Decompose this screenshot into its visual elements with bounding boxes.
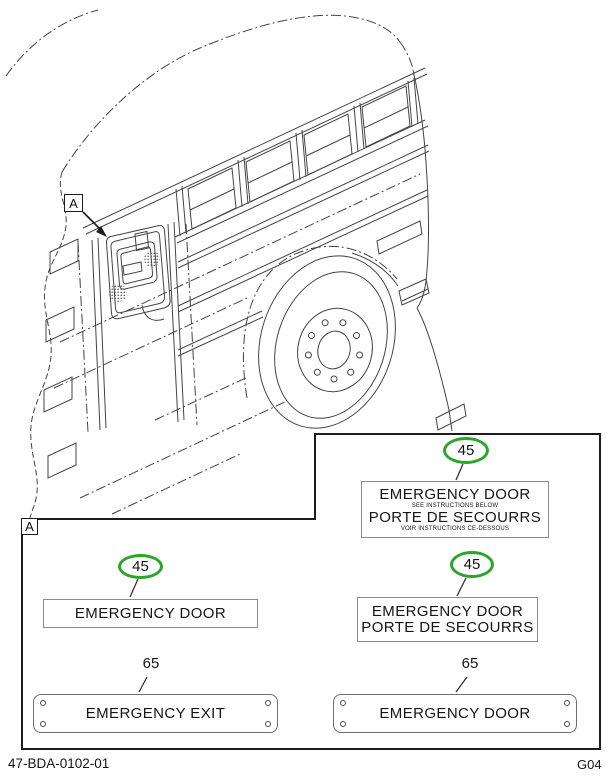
detail-panel-a: [21, 518, 38, 535]
window-sill: [175, 120, 428, 243]
item-ref-65-left: 65: [142, 655, 160, 672]
door-window-slider: [123, 262, 142, 275]
rim: [288, 300, 381, 400]
lug-hole: [357, 352, 363, 358]
footer-page-code: G04: [577, 757, 602, 772]
lug-hole: [309, 333, 315, 339]
plate-door-text: EMERGENCY DOOR: [379, 705, 531, 722]
window-pane-1: [188, 168, 236, 229]
lug-hole: [340, 320, 346, 326]
leader-left-65: [139, 677, 147, 692]
screw-hole: [40, 700, 46, 706]
leader-right-65: [456, 677, 467, 692]
screw-hole: [265, 700, 271, 706]
window-pane-2: [246, 141, 294, 202]
lug-hole: [314, 369, 320, 375]
plate-emergency-door: [333, 694, 577, 733]
detail-panel-a-label: A: [25, 519, 34, 534]
left-panels: [44, 239, 78, 478]
label-box-combo: [361, 481, 549, 538]
view-callout-a: [64, 194, 83, 212]
label-box-door-bilingual: [357, 597, 538, 642]
tire-outer: [237, 238, 417, 446]
item-callout-45-combo[interactable]: [443, 437, 489, 464]
door-decal-1: [144, 251, 160, 267]
view-callout-a-label: A: [69, 195, 78, 211]
item-callout-45-bilingual[interactable]: [450, 551, 494, 578]
fender-step: [399, 279, 429, 305]
rear-edge: [413, 70, 429, 308]
rear-wheel: [237, 238, 417, 446]
screw-hole: [564, 721, 570, 727]
lug-hole: [348, 369, 354, 375]
lug-hole: [331, 376, 337, 382]
roof-cut-line: [62, 15, 400, 172]
window-pane-3: [304, 114, 352, 175]
door-pillars: [92, 222, 184, 430]
leader-left-45: [130, 579, 138, 597]
door-en-title: EMERGENCY DOOR: [74, 604, 227, 622]
label-box-door-en: [43, 599, 258, 628]
door-decal-2: [109, 284, 127, 302]
combo-subtitle-fr: VOIR INSTRUCTIONS CE-DESSOUS: [400, 525, 510, 532]
combo-title-fr: PORTE DE SECOURRS: [368, 508, 542, 526]
item-callout-45-bilingual-number: 45: [463, 556, 481, 573]
screw-hole: [40, 721, 46, 727]
screw-hole: [340, 700, 346, 706]
tire-inner: [256, 257, 405, 433]
panel-behind-wheel: [377, 221, 422, 254]
hub: [314, 328, 355, 373]
item-callout-45-en-number: 45: [132, 558, 149, 575]
fender-lip: [352, 253, 398, 286]
screw-hole: [340, 721, 346, 727]
lug-hole: [354, 333, 360, 339]
lug-hole: [322, 320, 328, 326]
combo-subtitle-en: SEE INSTRUCTIONS BELOW: [411, 502, 499, 509]
pillar-hidden-left: [78, 242, 88, 432]
item-callout-45-combo-number: 45: [457, 442, 475, 459]
plate-emergency-exit: [33, 694, 278, 733]
front-cut-line: [6, 10, 98, 76]
lug-hole: [305, 352, 311, 358]
wheel-arch: [243, 246, 397, 398]
plate-exit-text: EMERGENCY EXIT: [85, 705, 226, 722]
footer-doc-number: 47-BDA-0102-01: [8, 756, 110, 771]
bus-body-group: [6, 10, 466, 518]
combo-title-en: EMERGENCY DOOR: [379, 485, 531, 503]
rub-rail-hidden: [155, 377, 248, 420]
leader-right-45: [457, 578, 466, 596]
door-bilingual-title-en: EMERGENCY DOOR: [371, 602, 524, 620]
rear-roof-cut: [400, 42, 413, 70]
screw-hole: [564, 700, 570, 706]
item-ref-65-right: 65: [461, 655, 479, 672]
screw-hole: [265, 721, 271, 727]
leader-combo: [456, 464, 463, 480]
item-callout-45-en[interactable]: [118, 554, 163, 579]
panel-seam-1: [60, 174, 420, 342]
door-bilingual-title-fr: PORTE DE SECOURRS: [361, 618, 534, 636]
